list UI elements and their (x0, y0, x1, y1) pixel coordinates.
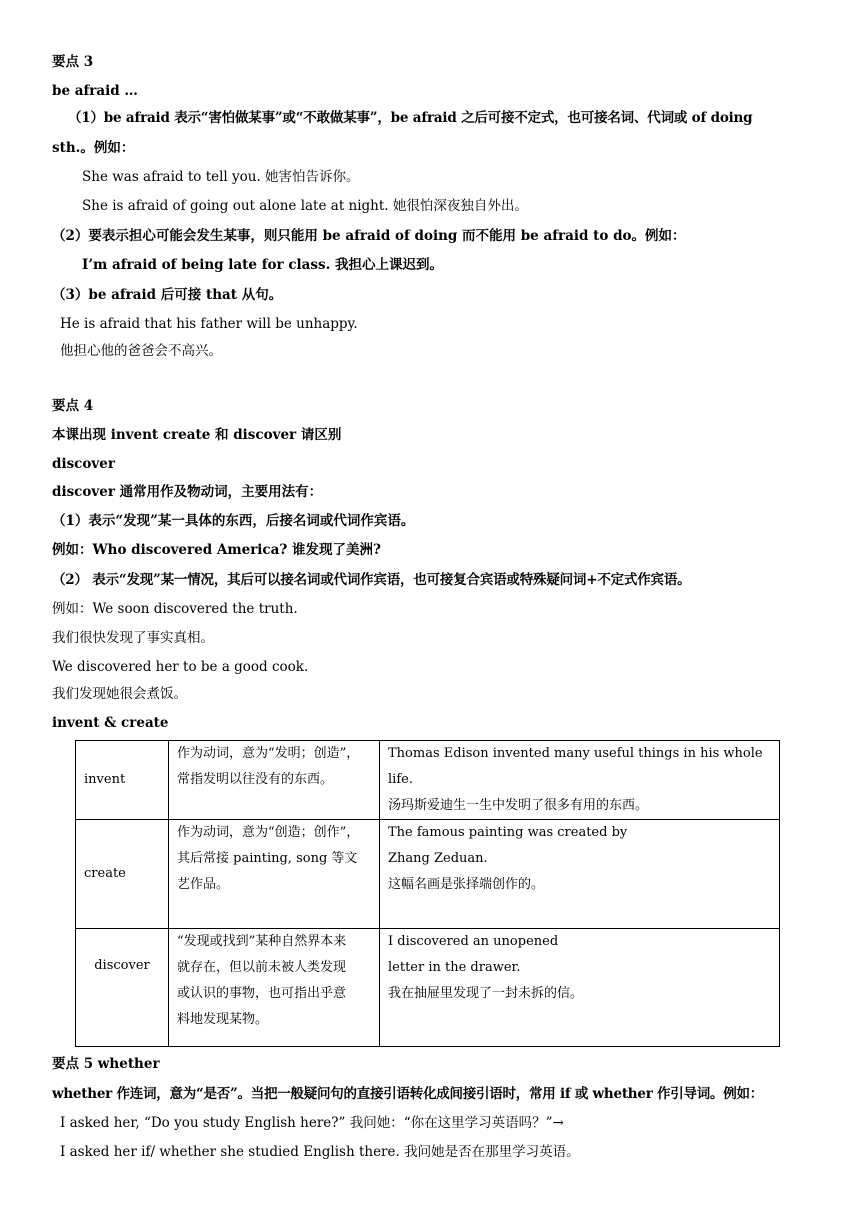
point4-example-1: 例如：Who discovered America? 谁发现了美洲? (52, 542, 381, 558)
point3-example-4-en: He is afraid that his father will be unhappy. (60, 316, 358, 332)
point4-word: discover (52, 456, 115, 472)
table-cell-meaning (169, 929, 380, 1047)
meaning-line: 料地发现某物。 (177, 1012, 269, 1027)
point3-rule3: （3）be afraid 后可接 that 从句。 (52, 287, 283, 303)
table-cell-meaning (169, 741, 380, 820)
meaning-line: 作为动词，意为“创造；创作”， (177, 825, 360, 840)
point4-usage: discover 通常用作及物动词，主要用法有： (52, 484, 323, 500)
point3-example-4-zh: 他担心他的爸爸会不高兴。 (60, 343, 222, 359)
point4-intro: 本课出现 invent create 和 discover 请区别 (52, 427, 342, 443)
point3-example-1: She was afraid to tell you. 她害怕告诉你。 (82, 169, 360, 185)
table-cell-example (380, 929, 780, 1047)
point5-heading: 要点 5 whether (52, 1056, 160, 1072)
table-row (76, 820, 780, 929)
point5-example-2: I asked her if/ whether she studied English there. 我问她是否在那里学习英语。 (60, 1144, 580, 1160)
meaning-line: 作为动词，意为“发明；创造”， (177, 746, 360, 761)
table-row (76, 929, 780, 1047)
table-cell-term: invent (76, 741, 169, 820)
table-cell-example (380, 741, 780, 820)
table-cell-example (380, 820, 780, 929)
meaning-line: 就存在，但以前未被人类发现 (177, 960, 347, 975)
word-comparison-table (75, 740, 780, 1047)
point5-rule: whether 作连词，意为“是否”。当把一般疑问句的直接引语转化成间接引语时，常用 if 或 whether 作引导词。例如： (52, 1086, 764, 1102)
point3-rule1: （1）be afraid 表示“害怕做某事”或“不敢做某事”，be afraid 之后可接不定式，也可接名词、代词或 of doing (68, 110, 753, 126)
meaning-line: “发现或找到”某种自然界本来 (177, 934, 347, 949)
table-title: invent & create (52, 715, 169, 731)
point4-example-2-en: 例如：We soon discovered the truth. (52, 601, 298, 617)
example-line: 这幅名画是张择端创作的。 (388, 877, 545, 892)
example-line: The famous painting was created by (388, 825, 628, 840)
table-cell-term (76, 929, 169, 1047)
table-row (76, 741, 780, 820)
meaning-line: 或认识的事物，也可指出乎意 (177, 986, 347, 1001)
point4-rule1: （1）表示“发现”某一具体的东西，后接名词或代词作宾语。 (52, 513, 415, 529)
example-line: 我在抽屉里发现了一封未拆的信。 (388, 986, 584, 1001)
point3-heading: 要点 3 (52, 54, 94, 70)
example-line: 汤玛斯爱迪生一生中发明了很多有用的东西。 (388, 798, 649, 813)
point3-rule2: （2）要表示担心可能会发生某事，则只能用 be afraid of doing 而不能用 be afraid to do。例如： (52, 228, 686, 244)
point3-phrase: be afraid … (52, 83, 138, 99)
point5-example-1: I asked her, “Do you study English here?” 我问她：“你在这里学习英语吗？”→ (60, 1115, 564, 1131)
example-line: Zhang Zeduan. (388, 851, 488, 866)
example-line: I discovered an unopened (388, 934, 559, 949)
table-cell-term: create (76, 820, 169, 929)
point4-heading: 要点 4 (52, 398, 94, 414)
term-label: discover (94, 958, 150, 973)
meaning-line: 其后常接 painting, song 等文 (177, 851, 358, 866)
meaning-line: 艺作品。 (177, 877, 230, 892)
point4-example-3-en: We discovered her to be a good cook. (52, 659, 309, 675)
example-line: letter in the drawer. (388, 960, 521, 975)
example-line: Thomas Edison invented many useful things in his whole life. (388, 746, 763, 787)
point3-rule1-cont: sth.。例如： (52, 140, 135, 156)
point4-rule2: （2） 表示“发现”某一情况，其后可以接名词或代词作宾语，也可接复合宾语或特殊疑问词+不定式作宾语。 (52, 572, 691, 588)
point3-example-3: I’m afraid of being late for class. 我担心上课迟到。 (82, 257, 444, 273)
point4-example-2-zh: 我们很快发现了事实真相。 (52, 630, 214, 646)
point3-example-2: She is afraid of going out alone late at night. 她很怕深夜独自外出。 (82, 198, 528, 214)
table-cell-meaning (169, 820, 380, 929)
point4-example-3-zh: 我们发现她很会煮饭。 (52, 686, 187, 702)
meaning-line: 常指发明以往没有的东西。 (177, 772, 334, 787)
